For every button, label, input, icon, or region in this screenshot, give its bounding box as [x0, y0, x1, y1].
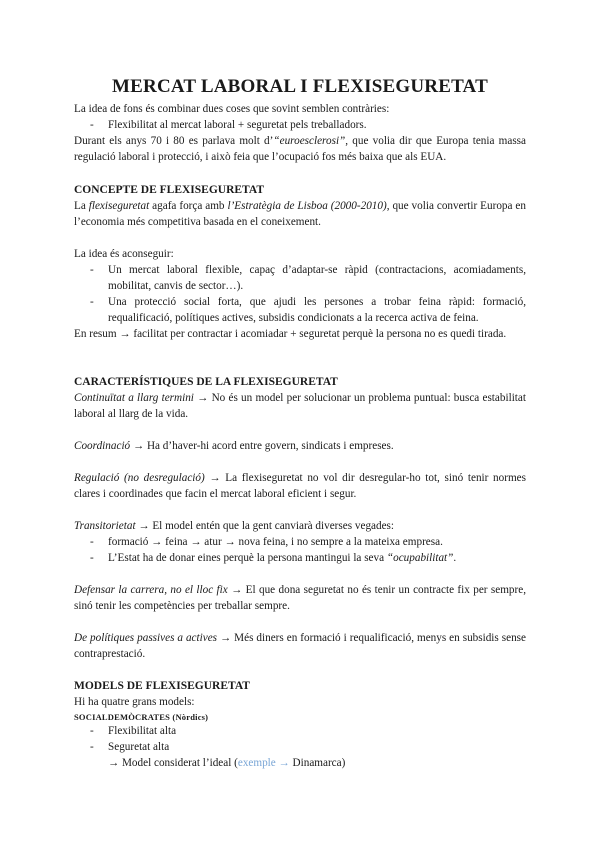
emphasis: Defensar la carrera, no el lloc fix [74, 584, 228, 596]
list-item-text: Flexibilitat alta [108, 725, 177, 737]
text-run: La [74, 200, 89, 212]
text-run: Dinamarca) [289, 757, 346, 769]
list-item-text: Flexibilitat al mercat laboral + seguretat pels treballadors. [108, 119, 367, 131]
text-run: . [453, 552, 457, 564]
text-run: → El que dona seguretat no és tenir un contracte fix per sempre, sinó tenir les competències per treballar sempre. [74, 584, 526, 612]
list-item-text: Una protecció social forta, que ajudi les persones a trobar feina ràpid: formació, requalificació, polítiques actives, subsidis condicionats a la recerca activa de feina. [108, 296, 526, 324]
text-run: Durant els anys 70 i 80 es parlava molt d’ [74, 135, 274, 147]
list-item: - L’Estat ha de donar eines perquè la persona mantingui la seva “ocupabilitat”. [90, 552, 457, 564]
intro-list [74, 117, 526, 133]
list-item-text: Un mercat laboral flexible, capaç d’adaptar-se ràpid (contractacions, acomiadaments, mobilitat, canvis de sector…). [108, 264, 526, 292]
text-run: → El model entén que la gent canviarà diverses vegades: [135, 520, 395, 532]
list-item: - Flexibilitat alta [90, 725, 177, 737]
list-item: - Un mercat laboral flexible, capaç d’adaptar-se ràpid (contractacions, acomiadaments, mobilitat, canvis de sector…). [90, 264, 526, 292]
caracteristica-polítiques [74, 630, 526, 662]
list-item: - formació → feina → atur → nova feina, i no sempre a la mateixa empresa. [90, 536, 443, 548]
list-item-text: Seguretat alta [108, 741, 170, 753]
page-title: MERCAT LABORAL I FLEXISEGURETAT [112, 76, 488, 97]
transitorietat-list [74, 534, 526, 566]
concepte-intro: La idea és aconseguir: [74, 248, 174, 260]
caracteristica-continuitat [74, 390, 526, 422]
caracteristica-carrera [74, 582, 526, 614]
concepte-summary: En resum → facilitat per contractar i acomiadar + seguretat perquè la persona no es quedi tirada. [74, 328, 507, 340]
emphasis: Transitorietat [74, 520, 136, 532]
caracteristica-transitorietat [74, 518, 526, 534]
list-item-text: formació → feina → atur → nova feina, i no sempre a la mateixa empresa. [108, 536, 443, 548]
text-run: → Model considerat l’ideal ( [108, 757, 238, 769]
emphasis: flexiseguretat [88, 200, 150, 212]
models-list [74, 723, 526, 755]
concepte-paragraph [74, 198, 526, 230]
text-run: agafa força amb [149, 200, 228, 212]
caracteristica-regulacio [74, 470, 526, 502]
section-heading-caracteristiques: CARACTERÍSTIQUES DE LA FLEXISEGURETAT [74, 376, 338, 388]
emphasis: Regulació (no desregulació) [74, 472, 205, 484]
list-item: - Una protecció social forta, que ajudi les persones a trobar feina ràpid: formació, requalificació, polítiques actives, subsidis condicionats a la recerca activa de feina. [90, 296, 526, 324]
list-item: - Flexibilitat al mercat laboral + seguretat pels treballadors. [90, 119, 367, 131]
models-intro: Hi ha quatre grans models: [74, 696, 195, 708]
text-run: → No és un model per solucionar un problema puntual: busca estabilitat laboral al llarg de la vida. [74, 392, 526, 420]
intro-text: La idea de fons és combinar dues coses que sovint semblen contràries: [74, 103, 390, 115]
text-run: → Ha d’haver-hi acord entre govern, sindicats i empreses. [130, 440, 394, 452]
text-run: L’Estat ha de donar eines perquè la persona mantingui la seva [108, 552, 387, 564]
euroesclerosi-paragraph [74, 133, 526, 165]
emphasis: “euroesclerosi” [273, 135, 346, 147]
emphasis: Coordinació [74, 440, 131, 452]
text-run: → La flexiseguretat no vol dir desregular-ho tot, sinó tenir normes clares i coordinades que facin el mercat laboral eficient i segur. [74, 472, 526, 500]
text-run: , que volia convertir Europa en l’economia més competitiva basada en el coneixement. [74, 200, 526, 228]
text-run: → Més diners en formació i requalificació, menys en subsidis sense contraprestació. [74, 632, 526, 660]
intro-paragraph [74, 101, 526, 117]
emphasis: De polítiques passives a actives [74, 632, 218, 644]
caracteristica-coordinacio [74, 438, 526, 454]
model-subheading: SOCIALDEMÒCRATES (Nòrdics) [74, 712, 209, 722]
text-run: , que volia dir que Europa tenia massa regulació laboral i protecció, i això feia que l’ocupació fos més baixa que als EUA. [74, 135, 526, 163]
section-heading-concepte: CONCEPTE DE FLEXISEGURETAT [74, 184, 264, 196]
emphasis: l’Estratègia de Lisboa (2000-2010) [227, 200, 387, 212]
example-label: exemple → [237, 757, 290, 769]
section-heading-models: MODELS DE FLEXISEGURETAT [74, 680, 250, 692]
concepte-list [74, 262, 526, 326]
emphasis: Continuïtat a llarg termini [74, 392, 194, 404]
list-item: - Seguretat alta [90, 741, 170, 753]
emphasis: “ocupabilitat” [386, 552, 454, 564]
ideal-model-line [74, 755, 560, 771]
